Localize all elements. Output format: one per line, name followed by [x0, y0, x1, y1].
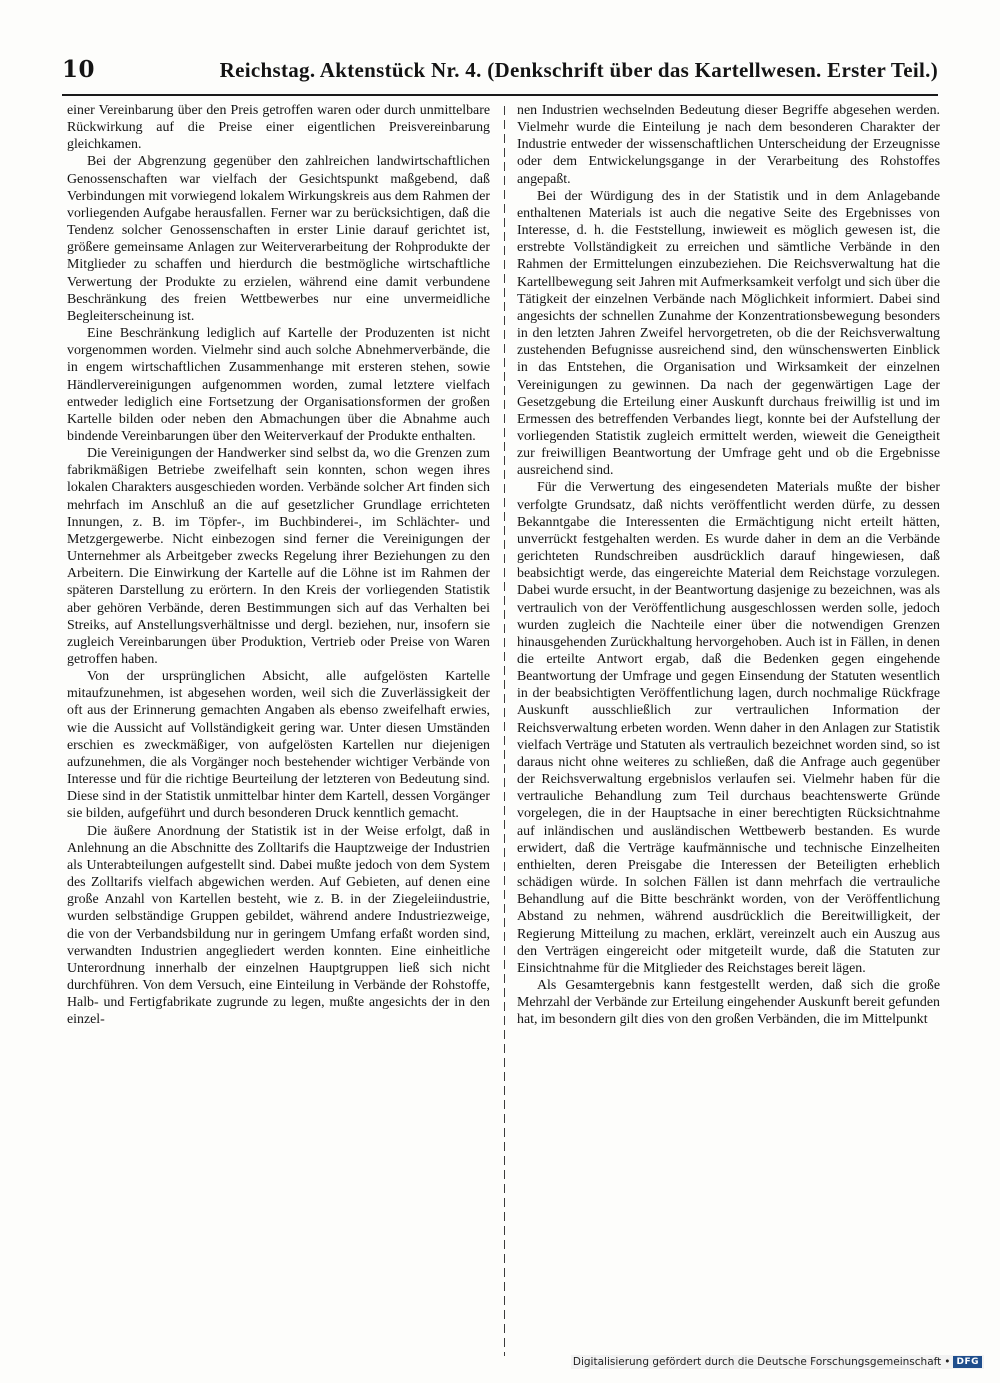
paragraph: Als Gesamtergebnis kann festgestellt werden, daß sich die große Mehrzahl der Verbände zur Erteilung eingehender Auskunft bereit gefunden hat, im besondern gilt dies von den großen Verbänden, die im Mittelpunkt — [517, 977, 940, 1028]
paragraph: Die äußere Anordnung der Statistik ist in der Weise erfolgt, daß in Anlehnung an die Abschnitte des Zolltarifs die Hauptzweige der Industrien als Unterabteilungen aufgestellt sind. Dabei mußte jedoch von dem System des Zolltarifs vielfach abgewichen werden. Auf Gebieten, auf denen eine große Anzahl von Kartellen besteht, wie z. B. in der Ziegeleiindustrie, wurden selbständige Gruppen gebildet, während andere Industriezweige, die von der Verbandsbildung nur in geringem Umfang erfaßt worden sind, verwandten Industrien angegliedert werden konnten. Eine einheitliche Unterordnung innerhalb der einzelnen Hauptgruppen ließ sich nicht durchführen. Von dem Versuch, eine Einteilung in Verbände der Rohstoffe, Halb- und Fertigfabrikate zugrunde zu legen, mußte angesichts der in den einzel- — [67, 823, 490, 1028]
paragraph: einer Vereinbarung über den Preis getroffen waren oder durch unmittelbare Rückwirkung auf die Preise einer eigentlichen Preisvereinbarung gleichkamen. — [67, 103, 490, 153]
paragraph: nen Industrien wechselnden Bedeutung dieser Begriffe abgesehen werden. Vielmehr wurde die Einteilung je nach dem besonderen Charakter der Industrie entweder der wissenschaftlichen Unterscheidung der Erzeugnisse oder dem Entwickelungsgange in der Verarbeitung des Rohstoffes angepaßt. — [517, 103, 940, 187]
page-number: 10 — [62, 56, 96, 83]
text-columns — [67, 102, 940, 1352]
left-column — [67, 102, 490, 1352]
right-column — [517, 102, 940, 1352]
paragraph: Eine Beschränkung lediglich auf Kartelle der Produzenten ist nicht vorgenommen worden. Vielmehr sind auch solche Abnehmerverbände, die in engem wirtschaftlichen Zusammenhange mit ersteren stehen, sowie Händlervereinigungen aufgenommen worden, zumal letztere vielfach entweder lediglich eine Fortsetzung der Organisationsformen der großen Kartelle bilden oder neben den Abmachungen über die Abnahme auch bindende Vereinbarungen über den Weiterverkauf der Produkte enthalten. — [67, 326, 490, 444]
credit-text: Digitalisierung gefördert durch die Deutsche Forschungsgemeinschaft — [572, 1356, 942, 1368]
dfg-logo-icon: DFG — [953, 1356, 982, 1368]
paragraph: Für die Verwertung des eingesendeten Materials mußte der bisher verfolgte Grundsatz, daß nichts veröffentlicht werden dürfe, zu dessen Bekanntgabe die Interessenten die Ermächtigung nicht erteilt hätten, unverrückt festgehalten werden. Es wurde daher in dem an die Verbände gerichteten Rundschreiben ausdrücklich darauf hingewiesen, daß beabsichtigt werde, das eingereichte Material dem Reichstage vorzulegen. Dabei wurde ersucht, in der Beantwortung dasjenige zu bezeichnen, was als vertraulich von der Veröffentlichung ausgeschlossen werden solle, jedoch wurden zugleich die Nachteile einer über die notwendigen Grenzen hinausgehenden Zurückhaltung hervorgehoben. Auch ist in Fällen, in denen die erteilte Antwort ergab, daß die Bedenken gegen eingehende Beantwortung der Umfrage und gegen Einsendung der Statuten wesentlich in der beabsichtigten Veröffentlichung lagen, durch nochmalige Rückfrage Auskunft ausschließlich zur vertraulichen Information der Reichsverwaltung erbeten worden. Wenn daher in den Anlagen zur Statistik vielfach Verträge und Statuten als vertraulich bezeichnet worden sind, so ist daraus nicht ohne weiteres zu schließen, daß die Anfrage auch gegenüber der Reichsverwaltung ergebnislos verlaufen sei. Vielmehr haben für die vertrauliche Behandlung zum Teil durchaus beachtenswerte Gründe vorgelegen, die in der Hauptsache in einer berechtigten Rücksichtnahme auf inländischen und ausländischen Wettbewerb bestanden. Es wurde erwidert, daß die Verträge kaufmännische und technische Einzelheiten enthielten, deren Preisgabe die Interessen der Beteiligten erheblich schädigen würde. In solchen Fällen ist dann mehrfach die vertrauliche Behandlung auf die Bitte beschränkt worden, von der Veröffentlichung Abstand zu nehmen, während ausdrücklich die Bereitwilligkeit, der Regierung Mitteilung zu machen, erklärt, vereinzelt auch ein Auszug aus den Verträgen eingereicht oder mitgeteilt wurde, daß die Statuten zur Einsichtnahme für die Mitglieder des Reichstages bereit lägen. — [517, 480, 940, 976]
paragraph: Bei der Würdigung des in der Statistik und in dem Anlagebande enthaltenen Materials ist auch die negative Seite des Ergebnisses von Interesse, d. h. die Feststellung, inwieweit es möglich gewesen ist, die erstrebte Vollständigkeit zu erreichen und sämtliche Verbände in den Rahmen der Ermittelungen einzubeziehen. Die Reichsverwaltung hat die Kartellbewegung seit Jahren mit Aufmerksamkeit verfolgt und sich über die Tätigkeit der einzelnen Verbände nach Möglichkeit informiert. Dabei sind angesichts der schnellen Zunahme der Konzentrationsbewegung besonders in den letzten Jahren Zweifel hervorgetreten, ob die der Reichsverwaltung zustehenden Befugnisse ausreichend sind, den wünschenswerten Einblick in das Entstehen, die Organisation und Wirksamkeit der einzelnen Vereinigungen zu gewinnen. Da nach der gegenwärtigen Lage der Gesetzgebung die Erteilung einer Auskunft durchaus freiwillig ist und im Ermessen des betreffenden Verbandes liegt, konnte bei der Aufstellung der vorliegenden Statistik zugleich ermittelt werden, wieweit die Geneigtheit zur freiwilligen Beantwortung der Umfrage geht und ob die Ergebnisse ausreichend sind. — [517, 188, 940, 479]
column-divider — [504, 106, 505, 1356]
running-title: Reichstag. Aktenstück Nr. 4. (Denkschrift über das Kartellwesen. Erster Teil.) — [219, 58, 938, 82]
paragraph: Die Vereinigungen der Handwerker sind selbst da, wo die Grenzen zum fabrikmäßigen Betriebe zweifelhaft sein konnten, schon wegen ihres lokalen Charakters ausgeschieden worden. Verbände solcher Art finden sich mehrfach im Anschluß an die auf gesetzlicher Grundlage errichteten Innungen, z. B. im Töpfer-, im Buchbinderei-, im Schlächter- und Metzgergewerbe. Nicht einbezogen sind ferner die Vereinigungen der Unternehmer als Arbeitgeber zwecks Regelung ihrer Beziehungen zu den Arbeitern. Die Einwirkung der Kartelle auf die Löhne ist im Rahmen der späteren Darstellung zu erörtern. In den Kreis der vorliegenden Statistik aber gehören Verbände, deren Bestimmungen sich auf das Verhalten bei Streiks, auf Anstellungsverhältnisse und dergl. beziehen, nur, insofern sie zugleich Vereinbarungen über Produktion, Vertrieb oder Preise von Waren getroffen haben. — [67, 446, 490, 667]
paragraph: Von der ursprünglichen Absicht, alle aufgelösten Kartelle mitaufzunehmen, ist abgesehen worden, weil sich die Zuverlässigkeit der oft aus der Erinnerung gemachten Angaben als ebenso zweifelhaft erwies, wie die Aussicht auf Vollständigkeit gering war. Unter diesen Umständen erschien es zweckmäßiger, von aufgelösten Kartellen nur diejenigen aufzunehmen, die als Vorgänger noch bestehender wichtiger Verbände von Interesse und für die richtige Beurteilung der letzteren von Bedeutung sind. Diese sind in der Statistik unmittelbar hinter dem Kartell, dessen Vorgänger sie bilden, aufgeführt und durch besonderen Druck kenntlich gemacht. — [67, 669, 490, 822]
digitization-credit — [571, 1355, 984, 1369]
paragraph: Bei der Abgrenzung gegenüber den zahlreichen landwirtschaftlichen Genossenschaften war vielfach der Gesichtspunkt maßgebend, daß Verbindungen mit vorwiegend lokalem Wirkungskreis aus dem Rahmen der vorliegenden Aufgabe herausfallen. Ferner war zu berücksichtigen, daß die Tendenz solcher Genossenschaften in erster Linie darauf gerichtet ist, größere gemeinsame Anlagen zur Weiterverarbeitung der Rohprodukte der Mitglieder zu schaffen und hierdurch die bestmögliche wirtschaftliche Verwertung der Produkte zu erzielen, während eine damit verbundene Beschränkung des freien Wettbewerbes nur eine unvermeidliche Begleiterscheinung ist. — [67, 154, 490, 324]
page-header — [62, 56, 938, 96]
credit-separator: • — [944, 1356, 951, 1368]
